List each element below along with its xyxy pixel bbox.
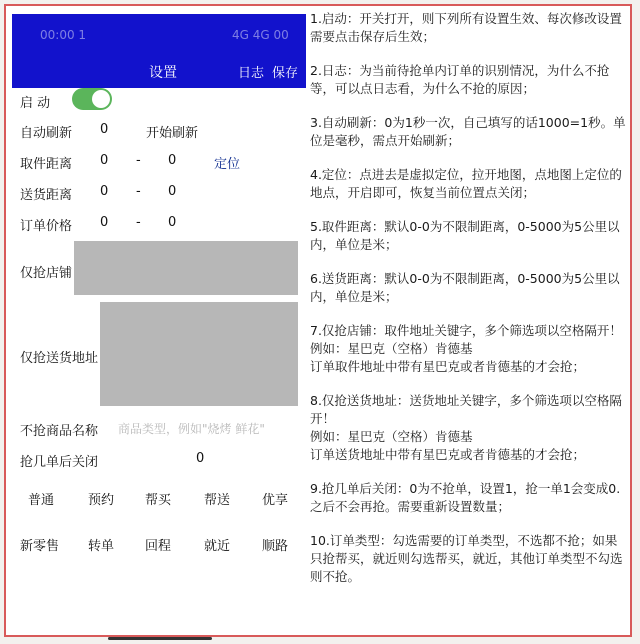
price-min-input[interactable]: 0 — [100, 215, 109, 230]
pickup-range-dash: - — [136, 153, 141, 168]
order-type-normal[interactable]: 普通 — [28, 493, 55, 508]
help-paragraph-8: 8.仅抢送货地址：送货地址关键字，多个筛选项以空格隔开！ 例如：星巴克（空格）肯德基 订单送货地址中带有星巴克或者肯德基的才会抢； — [310, 393, 622, 462]
order-type-deliver[interactable]: 帮送 — [204, 493, 231, 508]
enable-label: 启 动 — [20, 96, 51, 111]
start-refresh-button[interactable]: 开始刷新 — [146, 126, 199, 141]
shop-only-label: 仅抢店铺 — [20, 266, 73, 281]
status-bar-right: 4G 4G 00 — [232, 28, 289, 42]
help-text-panel — [310, 10, 628, 630]
exclude-goods-label: 不抢商品名称 — [20, 424, 99, 439]
auto-refresh-input[interactable]: 0 — [100, 122, 109, 137]
order-type-reserve[interactable]: 预约 — [88, 493, 115, 508]
help-paragraph-10: 10.订单类型：勾选需要的订单类型，不选都不抢；如果只抢帮买，就近则勾选帮买，就近，其他订单类型不勾选则不抢。 — [310, 533, 623, 584]
help-paragraph-6: 6.送货距离：默认0-0为不限制距离，0-5000为5公里以内，单位是米； — [310, 271, 620, 304]
pickup-min-input[interactable]: 0 — [100, 153, 109, 168]
delivery-distance-label: 送货距离 — [20, 188, 73, 203]
delivery-min-input[interactable]: 0 — [100, 184, 109, 199]
toggle-knob — [92, 90, 110, 108]
status-bar-left: 00:00 1 — [40, 28, 87, 42]
help-paragraph-2: 2.日志：为当前待抢单内订单的识别情况，为什么不抢等，可以点日志看，为什么不抢的原因； — [310, 63, 610, 96]
auto-refresh-label: 自动刷新 — [20, 126, 73, 141]
shop-only-input-redacted[interactable] — [74, 241, 298, 295]
locate-button[interactable]: 定位 — [214, 157, 241, 172]
order-type-new-retail[interactable]: 新零售 — [20, 539, 60, 554]
title-bar — [12, 14, 306, 88]
help-paragraph-1: 1.启动：开关打开，则下列所有设置生效、每次修改设置需要点击保存后生效； — [310, 11, 622, 44]
price-range-dash: - — [136, 215, 141, 230]
page-title: 设置 — [149, 65, 177, 81]
order-type-buy-for-me[interactable]: 帮买 — [145, 493, 172, 508]
stop-after-label: 抢几单后关闭 — [20, 455, 99, 470]
order-price-label: 订单价格 — [20, 219, 73, 234]
pickup-max-input[interactable]: 0 — [168, 153, 177, 168]
price-max-input[interactable]: 0 — [168, 215, 177, 230]
log-button[interactable]: 日志 — [238, 66, 265, 81]
help-paragraph-5: 5.取件距离：默认0-0为不限制距离，0-5000为5公里以内，单位是米； — [310, 219, 620, 252]
address-only-input-redacted[interactable] — [100, 302, 298, 406]
exclude-goods-input[interactable]: 商品类型，例如"烧烤 鲜花" — [118, 422, 265, 436]
help-paragraph-7: 7.仅抢店铺：取件地址关键字，多个筛选项以空格隔开！ 例如：星巴克（空格）肯德基 订单取件地址中带有星巴克或者肯德基的才会抢； — [310, 323, 622, 374]
save-button[interactable]: 保存 — [272, 66, 299, 81]
stop-after-input[interactable]: 0 — [196, 451, 205, 466]
help-paragraph-3: 3.自动刷新：0为1秒一次，自己填写的话1000=1秒。单位是毫秒，需点开始刷新； — [310, 115, 626, 148]
pickup-distance-label: 取件距离 — [20, 157, 73, 172]
delivery-max-input[interactable]: 0 — [168, 184, 177, 199]
help-paragraph-4: 4.定位：点进去是虚拟定位，拉开地图，点地图上定位的地点，开启即可，恢复当前位置点关闭； — [310, 167, 622, 200]
home-indicator — [108, 637, 212, 640]
order-type-on-the-way[interactable]: 顺路 — [262, 539, 289, 554]
order-type-return-trip[interactable]: 回程 — [145, 539, 172, 554]
order-type-transfer[interactable]: 转单 — [88, 539, 115, 554]
help-paragraph-9: 9.抢几单后关闭：0为不抢单，设置1，抢一单1会变成0.之后不会再抢。需要重新设置数量； — [310, 481, 621, 514]
order-type-nearby[interactable]: 就近 — [204, 539, 231, 554]
delivery-range-dash: - — [136, 184, 141, 199]
address-only-label: 仅抢送货地址 — [20, 351, 99, 366]
enable-toggle[interactable] — [72, 88, 112, 110]
order-type-premium[interactable]: 优享 — [262, 493, 289, 508]
